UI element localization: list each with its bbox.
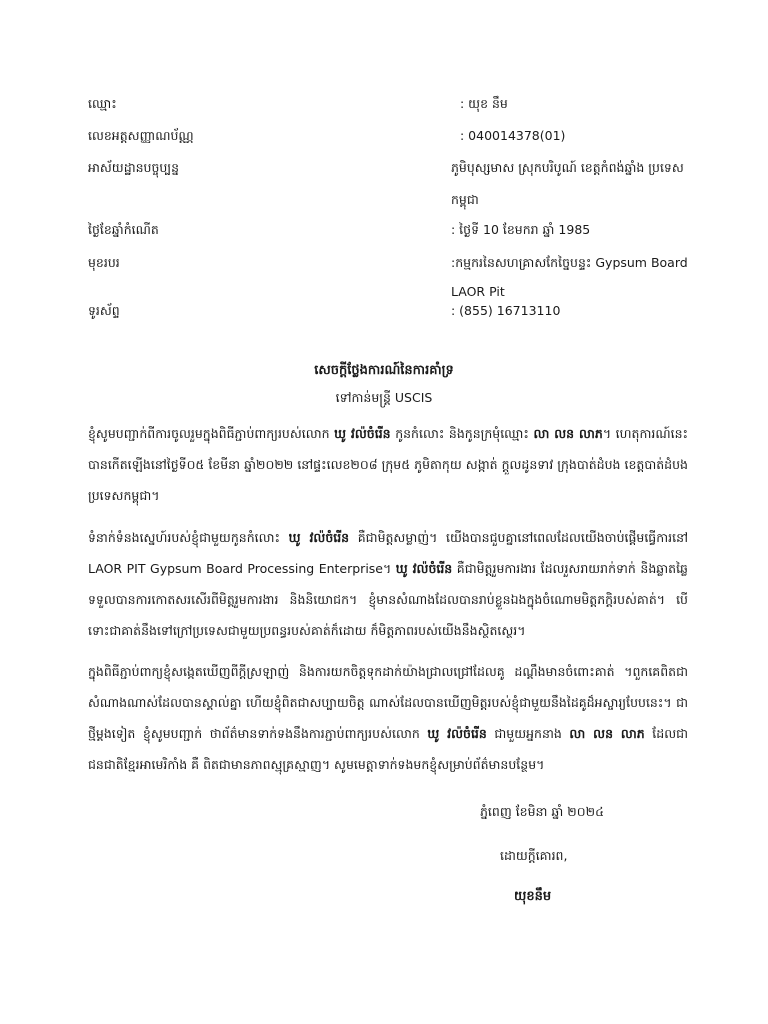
groom-name-4: ឃូ វល៉ចំរើន (427, 726, 487, 741)
dob-label: ថ្ងៃខែឆ្នាំកំណើត (88, 222, 159, 237)
id-label: លេខអត្តសញ្ញាណប័ណ្ណ (88, 128, 194, 143)
phone-value: : (855) 16713110 (451, 303, 561, 318)
p2-text-b: គឺជាមិត្តសម្លាញ់។ យើងបានជួបគ្នានៅពេលដែលយើងចាប់ផ្តើមធ្វើការនៅ LAOR PIT Gypsum Board Processing Enterprise។ (88, 530, 688, 576)
p2-text-c: គឺជាមិត្តរួមការងារ ដែលរួសរាយរាក់ទាក់ និងឆ្លាតឆ្លៃ ទទួលបានការកោតសរសើរពីមិត្តរួមការងារ និងនិយោជក។ ខ្ញុំមានសំណាងដែលបានរាប់ខ្លួនឯងក្នុងចំណោមមិត្តភក្តិរបស់គាត់។ បើទោះជាគាត់នឹងទៅក្រៅប្រទេសជាមួយប្រពន្ធរបស់គាត់ក៏ដោយ ក៏មិត្តភាពរបស់យើងនឹងស្ថិតស្ថេរ។ (88, 561, 688, 638)
groom-name-2: ឃូ វល៉ចំរើន (288, 530, 350, 545)
occupation-value-line2: LAOR Pit (451, 284, 505, 299)
paragraph-3 (88, 656, 688, 780)
dob-value: : ថ្ងៃទី 10 ខែមករា ឆ្នាំ 1985 (451, 222, 591, 237)
occupation-value-line1: :កម្មករនៃសហគ្រាសកែច្នៃបន្ទះ Gypsum Board (451, 255, 688, 270)
name-value: : យុខ នឹម (460, 96, 508, 111)
name-label: ឈ្មោះ (88, 96, 117, 111)
bride-name: លា លន លាភ (533, 426, 603, 441)
letter-recipient: ទៅកាន់មន្ត្រី USCIS (335, 390, 433, 405)
phone-label: ទូរស័ព្ទ (88, 303, 120, 318)
groom-name-3: ឃូ វល៉ចំរើន (395, 561, 453, 576)
address-value-line2: កម្ពុជា (451, 192, 479, 207)
p3-text-b: ជាមួយអ្នកនាង (486, 726, 570, 741)
paragraph-2 (88, 522, 688, 646)
id-value: : 040014378(01) (460, 128, 566, 143)
paragraph-1 (88, 418, 688, 511)
p3-text-a: ក្នុងពិធីភ្ជាប់ពាក្យខ្ញុំសង្កេតឃើញពីក្តីស្រឡាញ់ និងការយកចិត្តទុកដាក់យ៉ាងជ្រាលជ្រៅដែលគូ ដណ្តឹងមានចំពោះគាត់ ។ពួកគេពិតជាសំណាងណាស់ដែលបានស្គាល់គ្នា ហើយខ្ញុំពិតជាសប្បាយចិត្ត ណាស់ដែលបានឃើញមិត្តរបស់ខ្ញុំជាមួយនឹងដៃគូដ៏អស្ចារ្យបែបនេះ។ ជាថ្មីម្តងទៀត ខ្ញុំសូមបញ្ជាក់ ថាព័ត៌មានទាក់ទងនឹងការភ្ជាប់ពាក្យរបស់លោក (88, 664, 688, 741)
groom-name: ឃូ វល៉ចំរើន (334, 426, 391, 441)
letter-title: សេចក្តីថ្លែងការណ៍នៃការគាំទ្រ (314, 363, 454, 378)
regards: ដោយក្តីគោរព, (500, 848, 568, 863)
occupation-label: មុខរបរ (88, 255, 120, 270)
p2-text-a: ទំនាក់ទំនងស្នេហ៍របស់ខ្ញុំជាមួយកូនកំលោះ (88, 530, 289, 545)
p3-text-c: ដែលជាជនជាតិខ្មែរអាមេរិកាំង គឺ ពិតជាមានភាពស្មុគ្រស្មាញ។ សូមមេត្តាទាក់ទងមកខ្ញុំសម្រាប់ព័ត៌មានបន្ថែម។ (88, 726, 689, 772)
p1-text-a: ខ្ញុំសូមបញ្ជាក់ពីការចូលរួមក្នុងពិធីភ្ជាប់ពាក្យរបស់លោក (88, 426, 335, 441)
place-date: ភ្នំពេញ ខែមិនា ឆ្នាំ ២០២៤ (480, 804, 604, 819)
p1-text-c: ។ ហេតុការណ៍នេះបានកើតឡើងនៅថ្ងៃទី០៥ ខែមីនា ឆ្នាំ២០២២ នៅផ្ទះលេខ២០៨ ក្រុម៥ ភូមិតាកុយ សង្កាត់ ក្តួលដូនទាវ ក្រុងបាត់ដំបង ខេត្តបាត់ដំបង ប្រទេសកម្ពុជា។ (88, 426, 689, 503)
address-label: អាស័យដ្ឋានបច្ចុប្បន្ន (88, 160, 180, 175)
p1-text-b: កូនកំលោះ និងកូនក្រមុំឈ្មោះ (390, 426, 534, 441)
address-value-line1: ភូមិបុស្សមាស ស្រុកបរិបូណ៍ ខេត្តកំពង់ឆ្នាំង ប្រទេស (451, 160, 684, 175)
signature-name: យុខនឹម (514, 889, 552, 904)
bride-name-2: លា លន លាភ (569, 726, 645, 741)
